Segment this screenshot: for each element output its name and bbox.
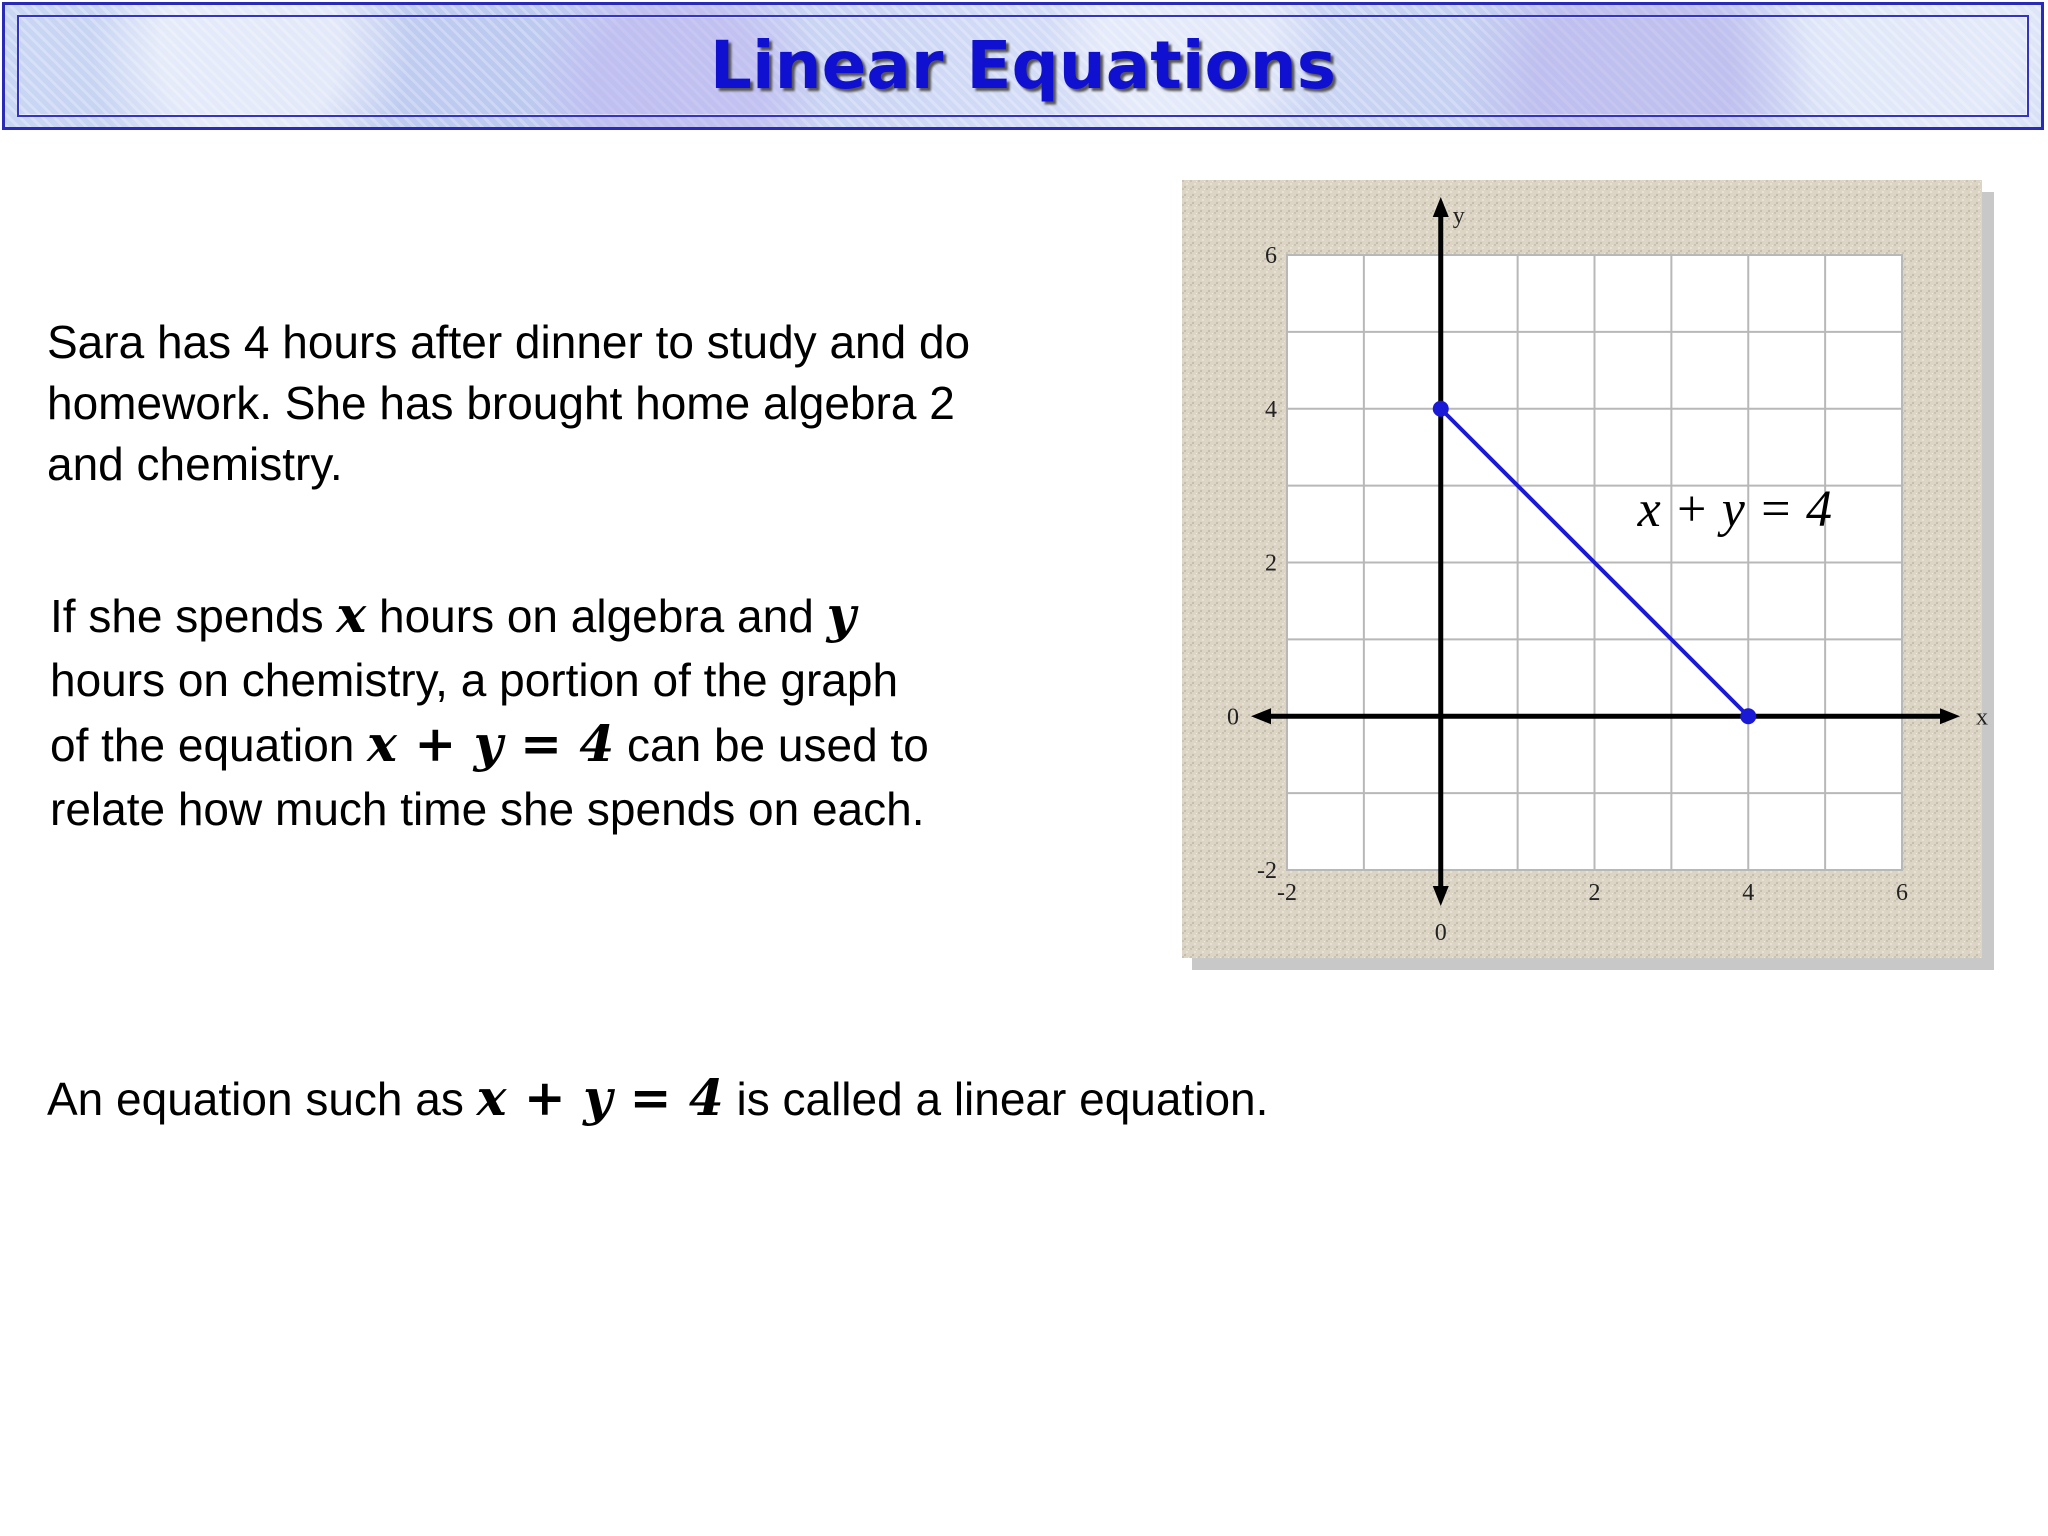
inline-equation: x + y = 4 [367, 714, 615, 773]
problem-line-1 [50, 583, 929, 648]
x-tick-label: 4 [1742, 880, 1755, 906]
problem-line-2: hours on chemistry, a portion of the graph [50, 654, 899, 706]
equation-annotation: x + y = 4 [1637, 481, 1832, 539]
graph-panel [1182, 180, 1994, 970]
problem-line-3-a: of the equation [50, 719, 368, 771]
intro-line-2: homework. She has brought home algebra 2 [47, 377, 955, 429]
x-tick-label: -2 [1277, 880, 1297, 906]
problem-line-1-a: If she spends [50, 590, 337, 642]
coordinate-plane [1182, 180, 1994, 970]
intro-line-3: and chemistry. [47, 438, 343, 490]
y-tick-label: 6 [1265, 243, 1277, 269]
conclusion-part-b: is called a linear equation. [723, 1073, 1269, 1125]
conclusion-equation: x + y = 4 [476, 1068, 724, 1127]
variable-y: y [826, 585, 856, 644]
y-tick-label: -2 [1257, 858, 1277, 884]
y-axis-title: y [1452, 203, 1465, 229]
x-axis-title: x [1976, 704, 1988, 731]
y-axis-zero-label: 0 [1434, 920, 1447, 946]
y-tick-label: 4 [1265, 396, 1277, 423]
intro-paragraph [47, 312, 970, 495]
problem-line-3 [50, 712, 929, 777]
title-banner [2, 2, 2044, 130]
x-tick-label: 6 [1896, 880, 1908, 906]
problem-paragraph [50, 583, 929, 841]
slide-title: Linear Equations [709, 27, 1337, 104]
series-point [1433, 401, 1449, 417]
conclusion-paragraph [47, 1067, 1268, 1130]
x-tick-label: 2 [1588, 880, 1601, 906]
conclusion-part-a: An equation such as [47, 1073, 477, 1125]
problem-line-1-b: hours on algebra and [366, 590, 827, 642]
variable-x: x [336, 585, 367, 644]
problem-line-3-b: can be used to [614, 719, 929, 771]
intro-line-1: Sara has 4 hours after dinner to study and do [47, 316, 971, 368]
x-axis-zero-label: 0 [1227, 704, 1239, 731]
problem-line-4: relate how much time she spends on each. [50, 783, 925, 835]
series-point [1740, 708, 1756, 724]
y-tick-label: 2 [1265, 550, 1277, 577]
